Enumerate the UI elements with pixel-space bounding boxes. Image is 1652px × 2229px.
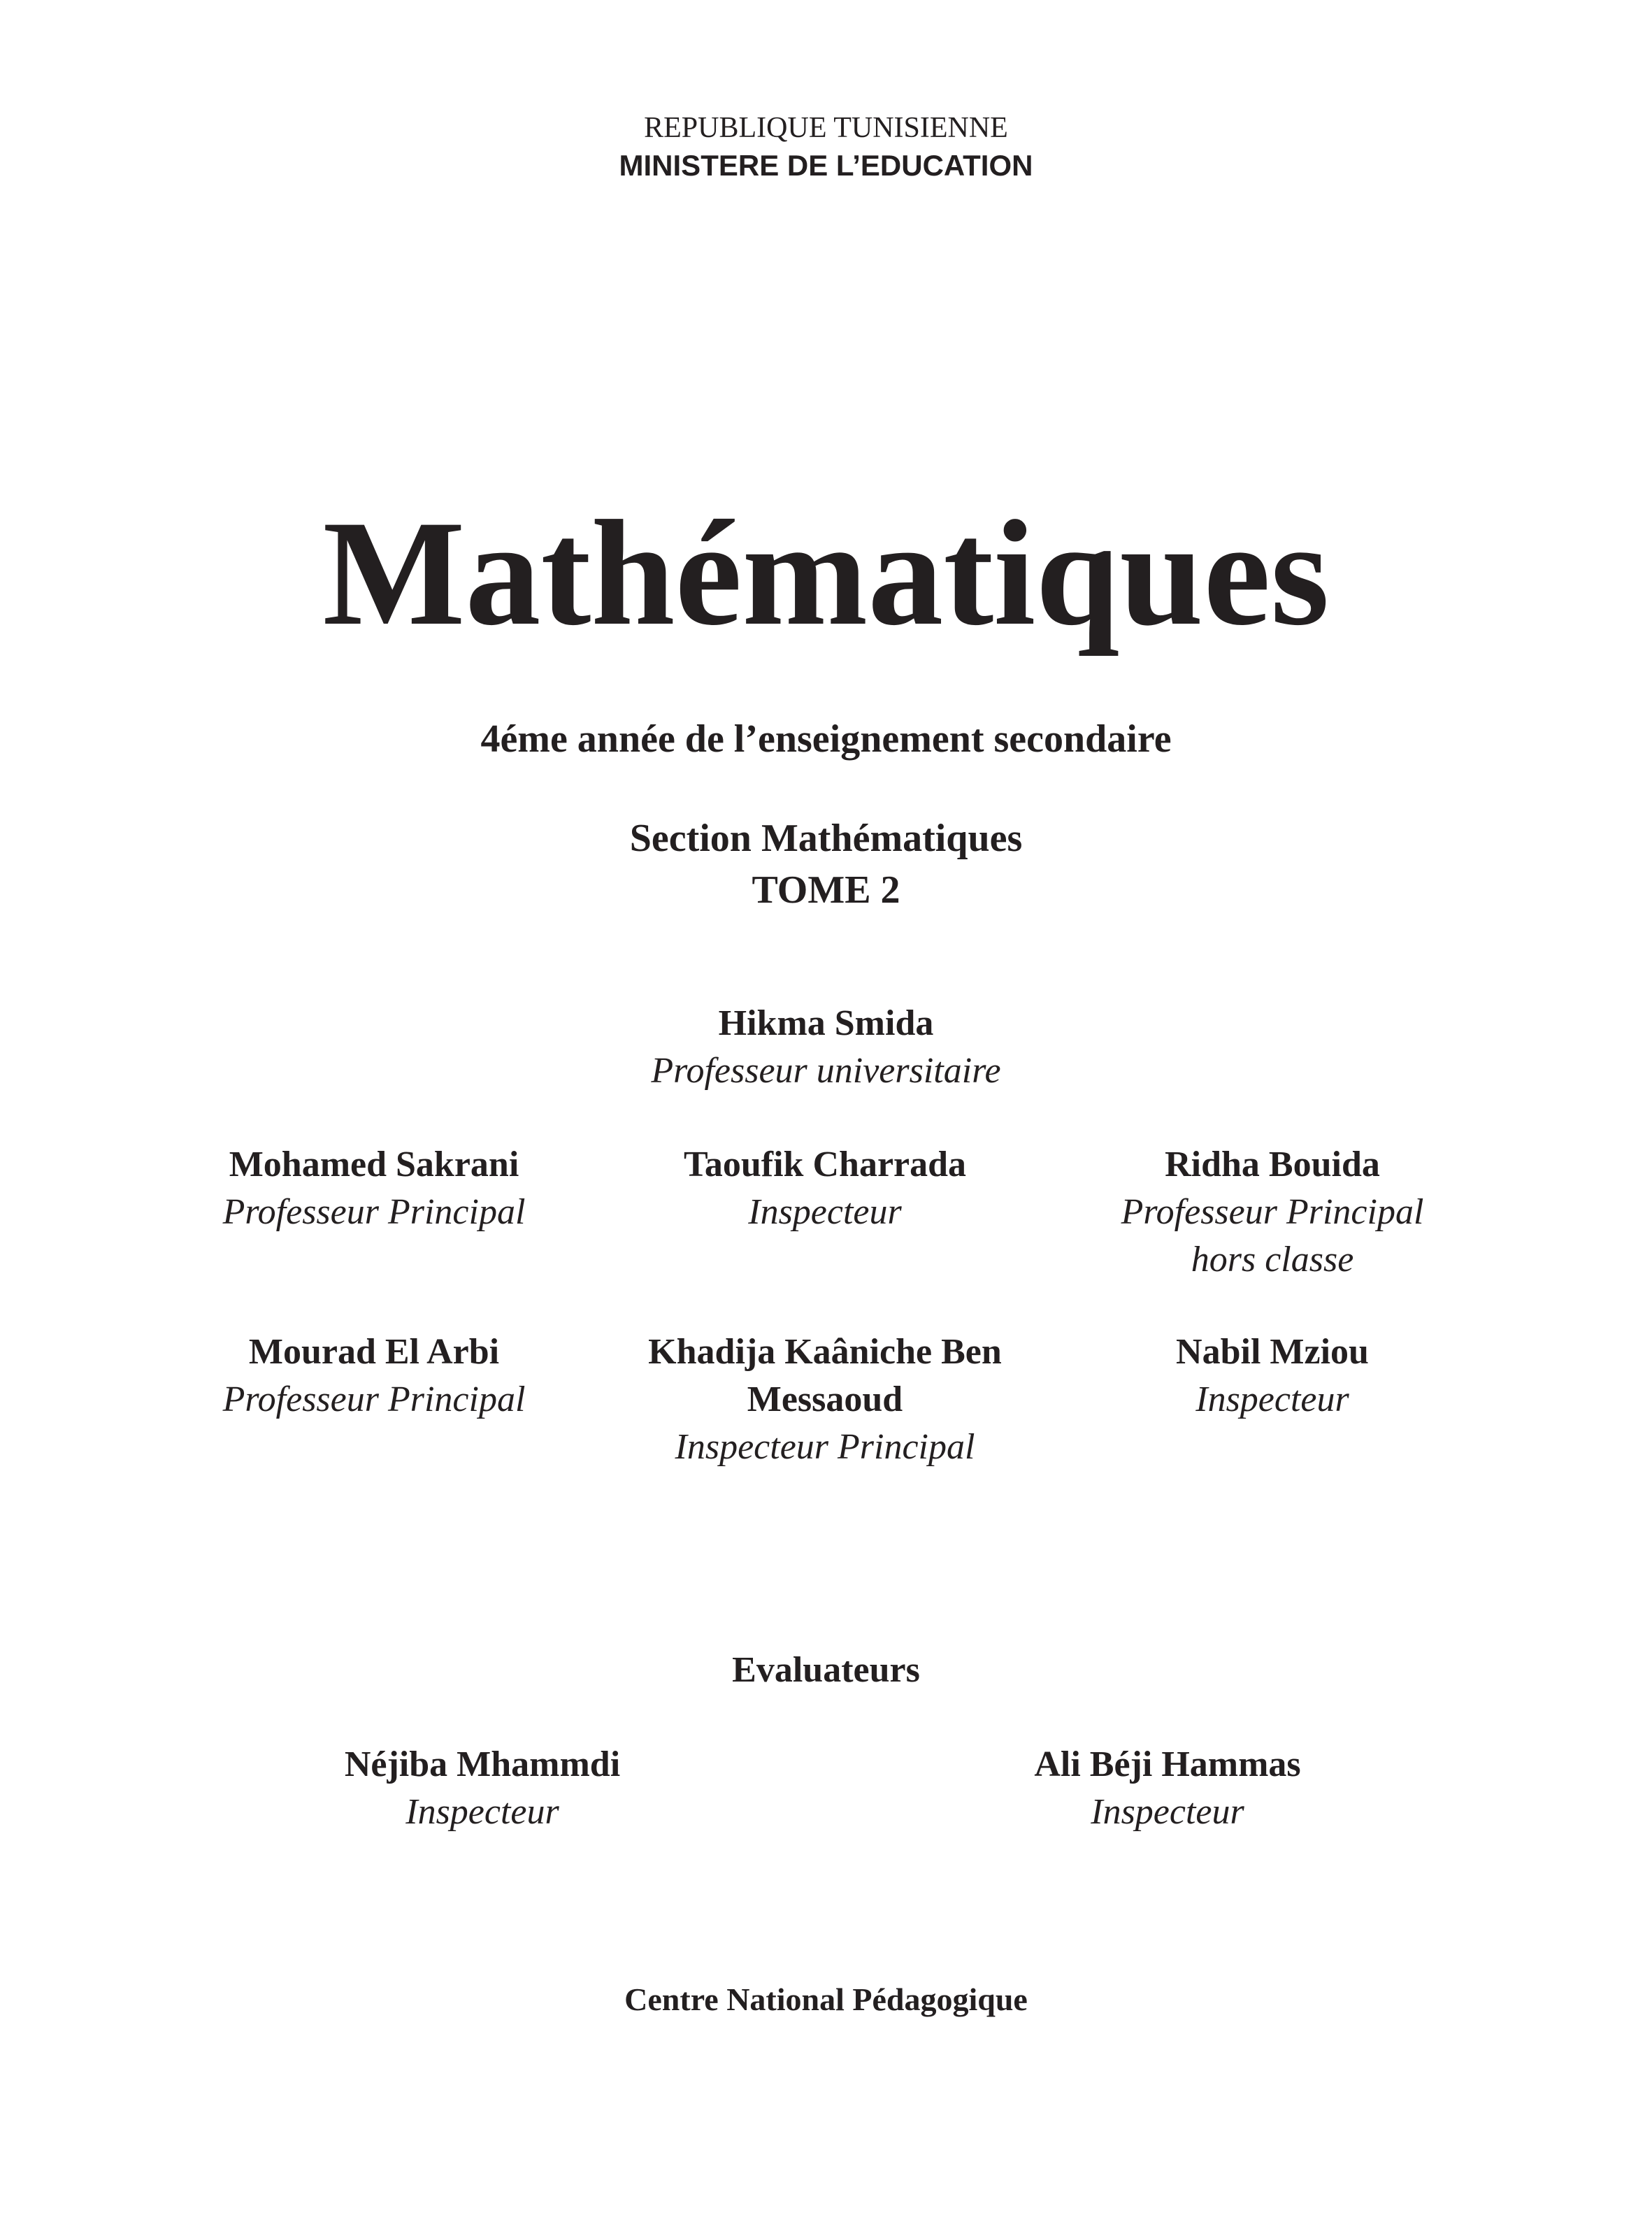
evaluator-ali-beji-hammas (951, 1741, 1384, 1836)
author-role: Inspecteur (748, 1192, 902, 1232)
author-taoufik-charrada (580, 1141, 1070, 1236)
book-title: Mathématiques (322, 489, 1330, 657)
country-header: REPUBLIQUE TUNISIENNE (644, 112, 1008, 144)
author-role: Professeur Principal (222, 1379, 526, 1419)
author-name: Hikma Smida (718, 1003, 934, 1043)
publisher-name: Centre National Pédagogique (624, 1981, 1028, 2017)
author-role-line2: hors classe (1191, 1240, 1354, 1280)
evaluator-name: Néjiba Mhammdi (344, 1744, 621, 1784)
evaluator-nejiba-mhammdi (266, 1741, 699, 1836)
author-khadija-kaaniche-ben-messaoud (580, 1328, 1070, 1471)
author-name: Khadija Kaâniche Ben (648, 1332, 1002, 1372)
author-mourad-el-arbi (140, 1328, 608, 1424)
author-name: Mourad El Arbi (248, 1332, 500, 1372)
author-nabil-mziou (1035, 1328, 1510, 1424)
author-role: Professeur Principal (1121, 1192, 1424, 1232)
author-name: Nabil Mziou (1176, 1332, 1369, 1372)
author-role: Professeur universitaire (651, 1051, 1001, 1091)
author-ridha-bouida (1035, 1141, 1510, 1284)
ministry-header: MINISTERE DE L’EDUCATION (619, 149, 1033, 182)
evaluator-name: Ali Béji Hammas (1034, 1744, 1301, 1784)
book-subtitle: 4éme année de l’enseignement secondaire (480, 717, 1172, 761)
author-role: Inspecteur Principal (675, 1427, 975, 1467)
author-name: Taoufik Charrada (683, 1145, 967, 1184)
author-role: Inspecteur (1195, 1379, 1349, 1419)
author-mohamed-sakrani (140, 1141, 608, 1236)
evaluators-heading: Evaluateurs (732, 1650, 920, 1690)
evaluator-role: Inspecteur (1091, 1792, 1244, 1832)
author-name: Ridha Bouida (1165, 1145, 1380, 1184)
author-role: Professeur Principal (222, 1192, 526, 1232)
book-section: Section Mathématiques (629, 817, 1023, 860)
evaluator-role: Inspecteur (405, 1792, 559, 1832)
author-name: Mohamed Sakrani (229, 1145, 519, 1184)
lead-author (0, 1000, 1652, 1095)
author-name-line2: Messaoud (747, 1379, 903, 1419)
book-tome: TOME 2 (752, 868, 900, 912)
